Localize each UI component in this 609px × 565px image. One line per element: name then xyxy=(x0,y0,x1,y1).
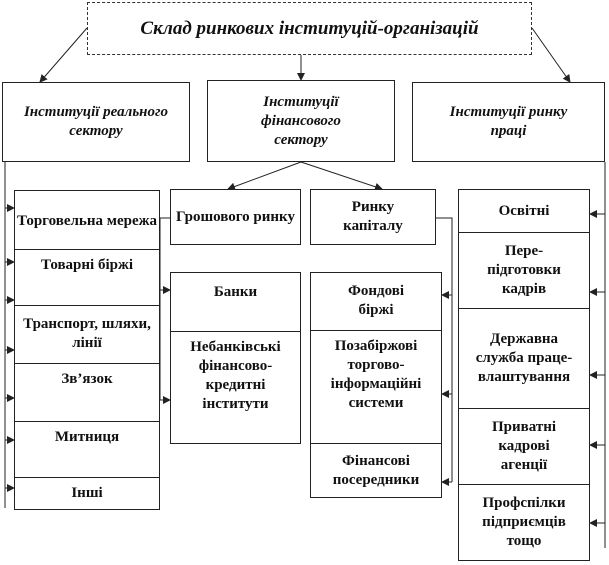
category-financial-sector xyxy=(207,80,395,162)
labor-market-item-label: Освітні xyxy=(498,202,550,219)
real-sector-list xyxy=(14,190,160,510)
money-market-list xyxy=(170,272,301,444)
category-labor-market xyxy=(412,82,605,162)
diagram-title xyxy=(87,2,532,55)
labor-market-item xyxy=(459,190,589,232)
real-sector-item xyxy=(15,477,159,509)
capital-market-item xyxy=(311,443,441,497)
labor-market-item xyxy=(459,484,589,560)
money-market-box xyxy=(170,189,301,245)
money-market-item-label: Небанківські фінансово-кредитні інститути xyxy=(190,339,281,412)
labor-market-list xyxy=(458,189,590,561)
capital-market-list xyxy=(310,272,442,498)
category-real-label: Інституції реального сектору xyxy=(23,104,169,139)
real-sector-item xyxy=(15,305,159,361)
diagram-title-text: Склад ринкових інституцій-організацій xyxy=(140,18,479,39)
capital-market-item-label: Фондові біржі xyxy=(347,283,404,318)
category-real-sector xyxy=(2,82,190,162)
real-sector-item xyxy=(15,191,159,251)
money-market-item xyxy=(171,331,300,441)
labor-market-item-label: Профспілки підприємців тощо xyxy=(482,495,566,549)
capital-market-box xyxy=(310,189,436,245)
capital-market-item xyxy=(311,330,441,443)
real-sector-item-label: Зв’язок xyxy=(61,371,113,387)
labor-market-item xyxy=(459,232,589,308)
real-sector-item-label: Митниця xyxy=(54,429,120,445)
real-sector-item xyxy=(15,421,159,477)
real-sector-item-label: Товарні біржі xyxy=(40,257,133,273)
capital-market-item-label: Фінансові посередники xyxy=(332,452,420,488)
capital-market-item xyxy=(311,273,441,329)
real-sector-item-label: Інші xyxy=(71,485,103,501)
money-market-item-label: Банки xyxy=(213,284,258,300)
capital-market-label: Ринку капіталу xyxy=(343,199,403,234)
real-sector-item xyxy=(15,363,159,423)
labor-market-item xyxy=(459,308,589,408)
real-sector-item-label: Транспорт, шляхи, лінії xyxy=(23,315,151,351)
real-sector-item-label: Торговельна мережа xyxy=(17,212,157,229)
money-market-item xyxy=(171,273,300,330)
category-labor-label: Інституції ринку праці xyxy=(449,104,568,139)
real-sector-item xyxy=(15,249,159,291)
capital-market-item-label: Позабіржові торгово-інформаційні системи xyxy=(330,338,422,411)
labor-market-item-label: Державна служба праце-влаштування xyxy=(475,331,573,385)
labor-market-item-label: Пере-підготовки кадрів xyxy=(487,243,561,297)
labor-market-item xyxy=(459,408,589,484)
money-market-label: Грошового ринку xyxy=(176,208,295,225)
category-financial-label: Інституції фінансового сектору xyxy=(261,93,341,148)
labor-market-item-label: Приватні кадрові агенції xyxy=(491,419,557,473)
